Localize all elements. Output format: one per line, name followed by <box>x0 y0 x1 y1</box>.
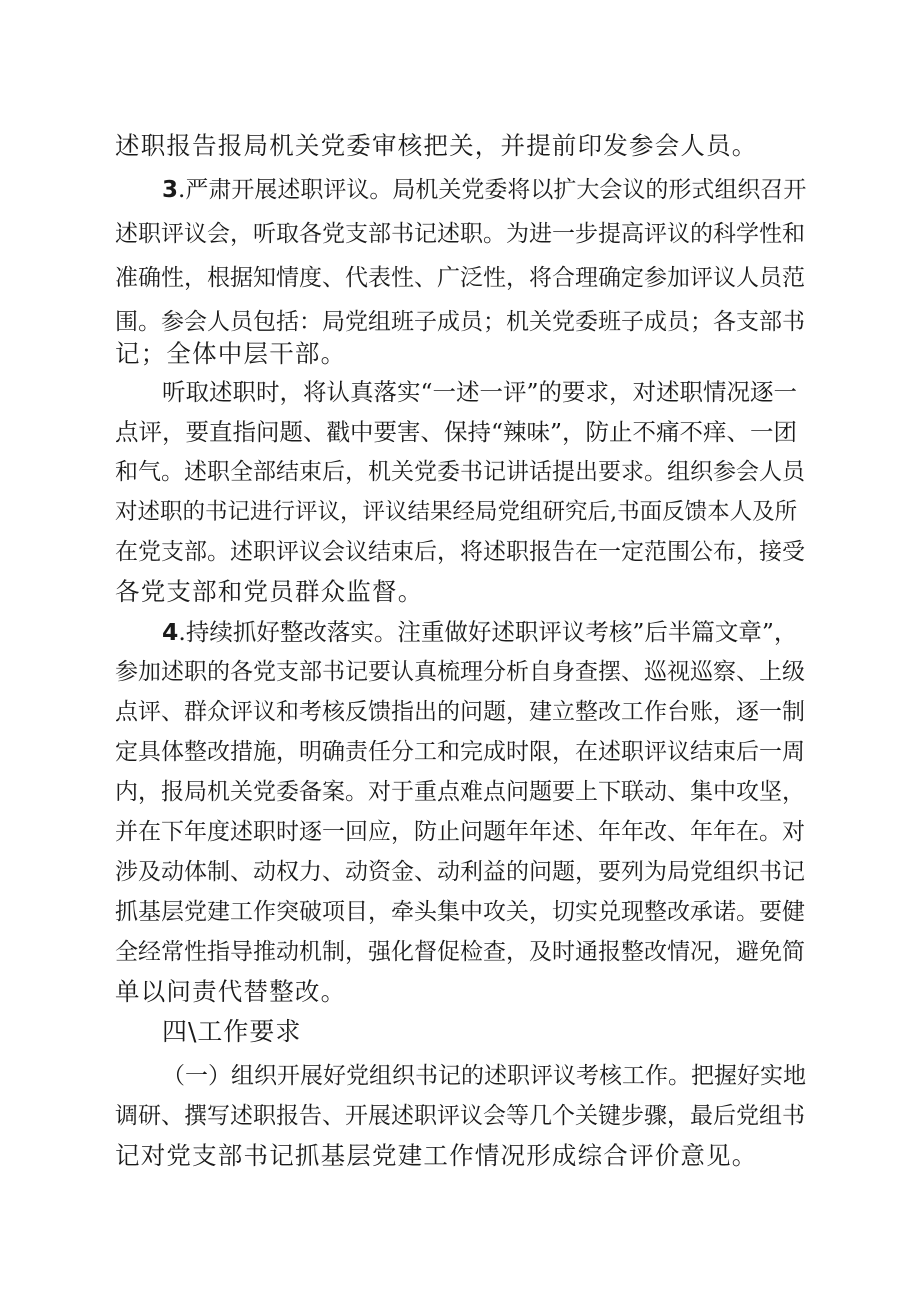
item-number: 4 <box>162 618 179 646</box>
paragraph-line: 准确性，根据知情度、代表性、广泛性，将合理确定参加评议人员范 <box>115 265 805 291</box>
paragraph-line: 内，报局机关党委备案。对于重点难点问题要上下联动、集中攻坚， <box>115 779 805 805</box>
paragraph-line: 单以问责代替整改。 <box>115 977 347 1006</box>
paragraph-line: 点评、群众评议和考核反馈指出的问题，建立整改工作台账，逐一制 <box>115 699 805 725</box>
paragraph-line: 调研、撰写述职报告、开展述职评议会等几个关键步骤，最后党组书 <box>115 1103 805 1129</box>
paragraph-line <box>162 170 806 210</box>
paragraph-line: （一）组织开展好党组织书记的述职评议考核工作。把握好实地 <box>162 1063 806 1089</box>
paragraph-line: 听取述职时，将认真落实“一述一评”的要求，对述职情况逐一 <box>162 378 798 406</box>
paragraph-line: 对述职的书记进行评议，评议结果经局党组研究后,书面反馈本人及所 <box>115 499 798 525</box>
paragraph-line: 涉及动体制、动权力、动资金、动利益的问题，要列为局党组织书记 <box>115 859 805 885</box>
paragraph-line: 记对党支部书记抓基层党建工作情况形成综合评价意见。 <box>115 1141 758 1170</box>
paragraph-line: 点评，要直指问题、戳中要害、保持“辣味”，防止不痛不痒、一团 <box>115 418 798 446</box>
paragraph-line: 在党支部。述职评议会议结束后，将述职报告在一定范围公布，接受 <box>115 539 805 565</box>
paragraph-line: 定具体整改措施，明确责任分工和完成时限，在述职评议结束后一周 <box>115 739 805 765</box>
section-heading: 四\工作要求 <box>162 1017 302 1046</box>
paragraph-line <box>162 612 797 652</box>
paragraph-line: 述职报告报局机关党委审核把关，并提前印发参会人员。 <box>115 131 758 160</box>
item-text: .严肃开展述职评议。局机关党委将以扩大会议的形式组织召开 <box>178 177 807 203</box>
paragraph-line: 参加述职的各党支部书记要认真梳理分析自身查摆、巡视巡察、上级 <box>115 659 805 685</box>
paragraph-line: 和气。述职全部结束后，机关党委书记讲话提出要求。组织参会人员 <box>115 459 805 485</box>
item-number: 3 <box>162 177 179 203</box>
paragraph-line: 述职评议会，听取各党支部书记述职。为进一步提高评议的科学性和 <box>115 221 805 247</box>
paragraph-line: 并在下年度述职时逐一回应，防止问题年年述、年年改、年年在。对 <box>115 819 805 845</box>
item-text: .持续抓好整改落实。注重做好述职评议考核”后半篇文章”， <box>178 618 798 646</box>
paragraph-line: 围。参会人员包括：局党组班子成员；机关党委班子成员；各支部书 <box>115 309 805 335</box>
paragraph-line: 各党支部和党员群众监督。 <box>115 577 424 606</box>
paragraph-line: 抓基层党建工作突破项目，牵头集中攻关，切实兑现整改承诺。要健 <box>115 899 805 925</box>
paragraph-line: 记；全体中层干部。 <box>115 339 347 368</box>
paragraph-line: 全经常性指导推动机制，强化督促检查，及时通报整改情况，避免简 <box>115 939 805 965</box>
